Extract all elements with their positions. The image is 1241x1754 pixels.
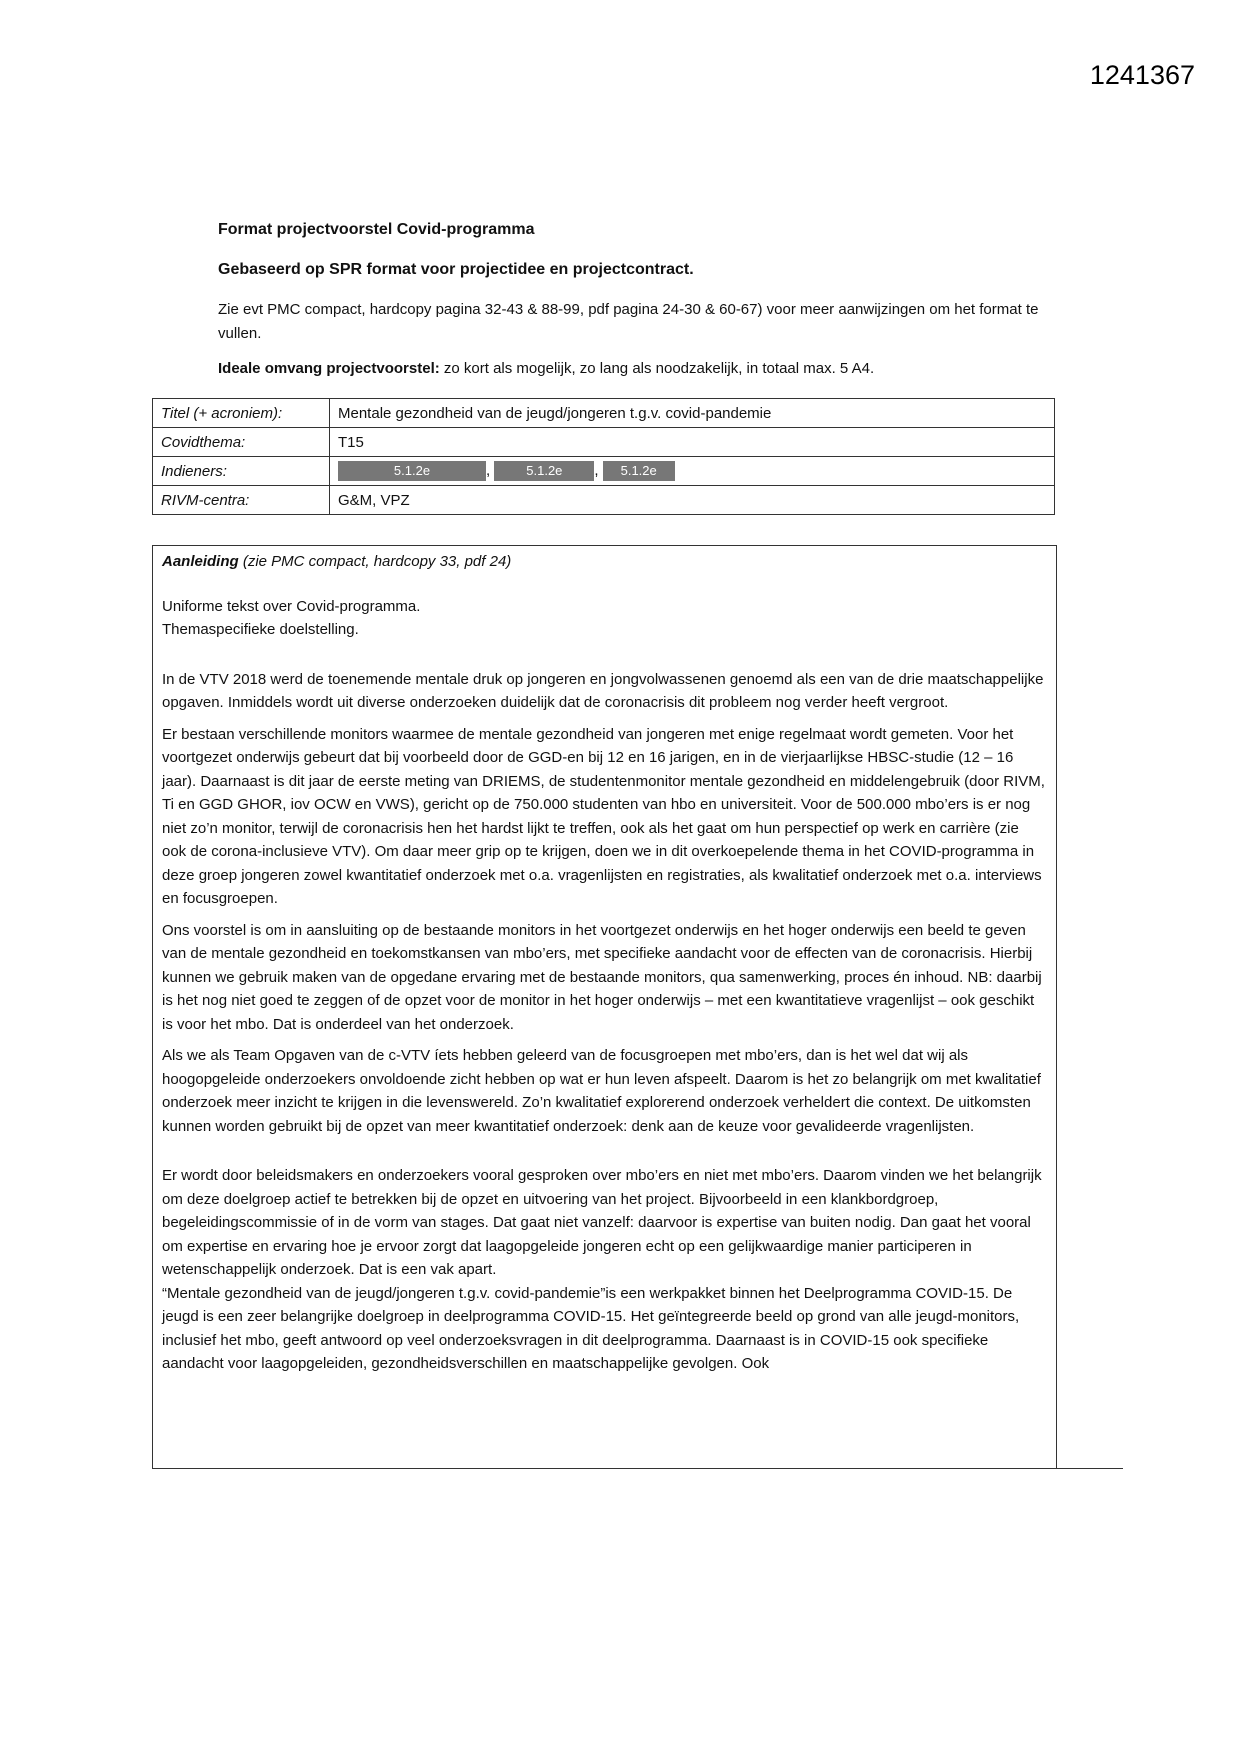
document-subheading: Gebaseerd op SPR format voor projectidee en projectcontract.: [218, 261, 694, 278]
section-line-2: Themaspecifieke doelstelling.: [162, 621, 359, 638]
ideal-size-text: zo kort als mogelijk, zo lang als noodzakelijk, in totaal max. 5 A4.: [439, 360, 875, 377]
paragraph: Ons voorstel is om in aansluiting op de bestaande monitors in het voortgezet onderwijs en het hoger onderwijs een beeld te geven van de mentale gezondheid en toekomstkansen van mbo’ers, met specifieke aandacht voor de effecten van de coronacrisis. Hierbij kunnen we gebruik maken van de opgedane ervaring met de bestaande monitors, qua samenwerking, proces én inhoud. NB: daarbij is het nog niet goed te zeggen of de opzet voor de monitor in het hoger onderwijs – met een kwantitatieve vragenlijst – ook geschikt is voor het mbo. Dat is onderdeel van het onderzoek.: [162, 921, 1042, 1033]
paragraph: Als we als Team Opgaven van de c-VTV íets hebben geleerd van de focusgroepen met mbo’ers, dan is het wel dat wij als hoogopgeleide onderzoekers onvoldoende zicht hebben op wat er hun leven afspeelt. Daarom is het zo belangrijk om met kwalitatief onderzoek meer inzicht te krijgen in die levenswereld. Zo’n kwalitatief explorerend onderzoek verheldert die context. De uitkomsten kunnen worden gebruikt bij de opzet van meer kwantitatief onderzoek: denk aan de keuze voor gevalideerde vragenlijsten.: [162, 1047, 1041, 1135]
submitters-value: [330, 457, 1055, 486]
theme-value: T15: [330, 428, 1055, 457]
centers-label: RIVM-centra:: [153, 486, 330, 515]
paragraph: Er wordt door beleidsmakers en onderzoekers vooral gesproken over mbo’ers en niet met mbo’ers. Daarom vinden we het belangrijk om deze doelgroep actief te betrekken bij de opzet en uitvoering van het project. Bijvoorbeeld in een klankbordgroep, begeleidingscommissie of in de vorm van stages. Dat gaat niet vanzelf: daarvoor is expertise van buiten nodig. Dan gaat het vooral om expertise en ervaring hoe je ervoor zorgt dat laagopgeleide jongeren echt op een gelijkwaardige manier participeren in wetenschappelijk onderzoek. Dat is een vak apart.: [162, 1167, 1042, 1278]
table-row: [153, 428, 1055, 457]
table-row: [153, 457, 1055, 486]
redaction-block: 5.1.2e: [603, 461, 675, 481]
section-line-1: Uniforme tekst over Covid-programma.: [162, 597, 421, 615]
section-title-line: [162, 550, 1047, 574]
document-number: 1241367: [1089, 60, 1195, 90]
redaction-block: 5.1.2e: [494, 461, 594, 481]
section-title: Aanleiding: [162, 553, 239, 570]
ideal-size-label: Ideale omvang projectvoorstel:: [218, 360, 440, 377]
redaction-block: 5.1.2e: [338, 461, 486, 481]
table-row: [153, 399, 1055, 428]
submitters-label: Indieners:: [153, 457, 330, 486]
intro-text: Zie evt PMC compact, hardcopy pagina 32-43 & 88-99, pdf pagina 24-30 & 60-67) voor meer aanwijzingen om het format te vullen.: [218, 301, 1039, 342]
title-value: Mentale gezondheid van de jeugd/jongeren t.g.v. covid-pandemie: [330, 399, 1055, 428]
table-row: [153, 486, 1055, 515]
ideal-size-line: [218, 360, 1048, 377]
separator: ,: [486, 461, 491, 479]
aanleiding-section: [152, 545, 1057, 1469]
section-title-note: (zie PMC compact, hardcopy 33, pdf 24): [238, 553, 512, 570]
section-bottom-rule: [152, 1468, 1123, 1469]
centers-value: G&M, VPZ: [330, 486, 1055, 515]
paragraph: In de VTV 2018 werd de toenemende mentale druk op jongeren en jongvolwassenen genoemd als een van de drie maatschappelijke opgaven. Inmiddels wordt uit diverse onderzoeken duidelijk dat de coronacrisis dit probleem nog verder heeft vergroot.: [162, 670, 1044, 711]
document-heading: Format projectvoorstel Covid-programma: [218, 221, 535, 238]
separator: ,: [594, 461, 599, 479]
paragraph: “Mentale gezondheid van de jeugd/jongeren t.g.v. covid-pandemie”is een werkpakket binnen het Deelprogramma COVID-15. De jeugd is een zeer belangrijke doelgroep in deelprogramma COVID-15. Het geïntegreerde beeld op grond van alle jeugd-monitors, inclusief het mbo, geeft antwoord op veel onderzoeksvragen in dit deelprogramma. Daarnaast is in COVID-15 ook specifieke aandacht voor laagopgeleiden, gezondheidsverschillen en maatschappelijke gevolgen. Ook: [162, 1284, 1020, 1372]
project-meta-table: [152, 398, 1055, 515]
paragraph: Er bestaan verschillende monitors waarmee de mentale gezondheid van jongeren met enige regelmaat wordt gemeten. Voor het voortgezet onderwijs gebeurt dat bij voorbeeld door de GGD-en bij 12 en 16 jarigen, en in de vierjaarlijkse HBSC-studie (12 – 16 jaar). Daarnaast is dit jaar de eerste meting van DRIEMS, de studentenmonitor mentale gezondheid en middelengebruik (door RIVM, Ti en GGD GHOR, iov OCW en VWS), gericht op de 750.000 studenten van hbo en universiteit. Voor de 500.000 mbo’ers is er nog niet zo’n monitor, terwijl de coronacrisis hen het hardst lijkt te treffen, ook als het gaat om hun perspectief op werk en carrière (zie ook de corona-inclusieve VTV). Om daar meer grip op te krijgen, doen we in dit overkoepelende thema in het COVID-programma in deze groep jongeren zowel kwantitatief onderzoek met o.a. vragenlijsten en registraties, als kwalitatief onderzoek met o.a. interviews en focusgroepen.: [162, 725, 1045, 907]
title-label: Titel (+ acroniem):: [153, 399, 330, 428]
theme-label: Covidthema:: [153, 428, 330, 457]
